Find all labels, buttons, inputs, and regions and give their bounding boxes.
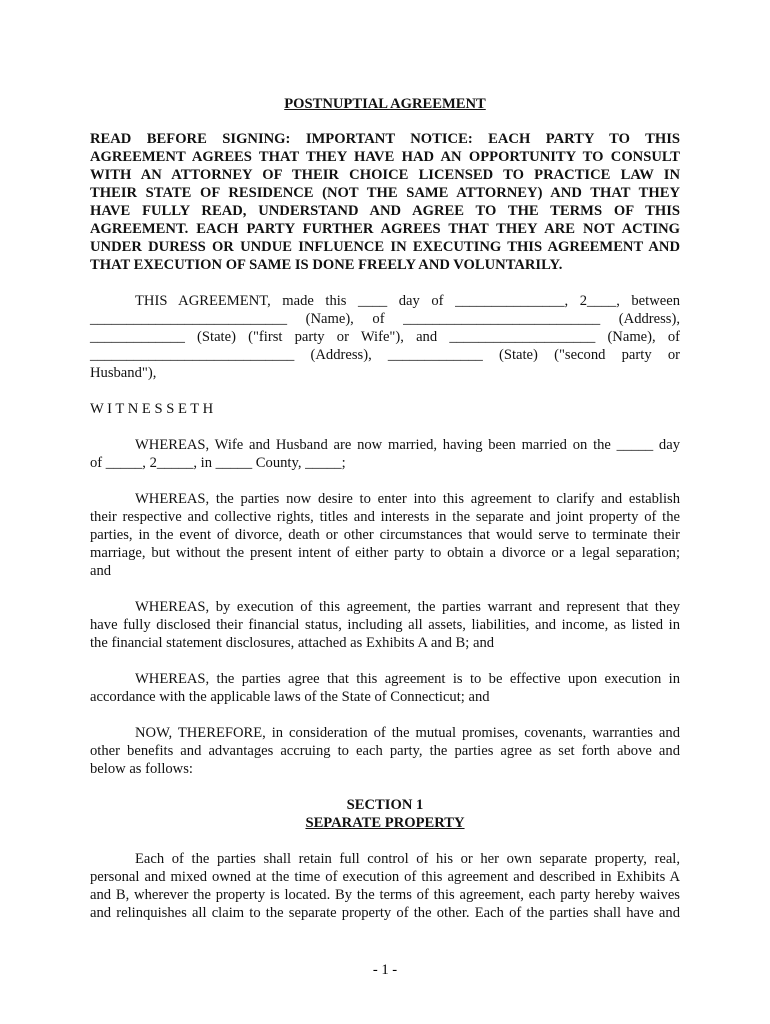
section-title: SEPARATE PROPERTY bbox=[305, 815, 465, 831]
notice-line: AGREEMENT AGREES THAT THEY HAVE HAD AN OPPORTUNITY TO CONSULT bbox=[90, 149, 680, 165]
important-notice bbox=[90, 130, 680, 274]
paragraph-line: other benefits and advantages accruing to each party, the parties agree as set forth above and bbox=[90, 743, 680, 759]
paragraph-line: of _____, 2_____, in _____ County, _____; bbox=[90, 455, 346, 471]
notice-line: AGREEMENT. EACH PARTY FURTHER AGREES THAT THEY ARE NOT ACTING bbox=[90, 221, 680, 237]
paragraph-line: accordance with the applicable laws of the State of Connecticut; and bbox=[90, 689, 490, 705]
whereas-paragraph-4 bbox=[90, 670, 680, 706]
whereas-paragraph-3 bbox=[90, 598, 680, 652]
paragraph-line: their respective and collective rights, titles and interests in the separate and joint property of the bbox=[90, 509, 680, 525]
paragraph-line: parties, in the event of divorce, death or other circumstances that would serve to terminate their bbox=[90, 527, 680, 543]
agreement-line: ____________________________ (Address), _____________ (State) ("second party or bbox=[90, 347, 680, 363]
whereas-paragraph-2 bbox=[90, 490, 680, 580]
paragraph-line: below as follows: bbox=[90, 761, 193, 777]
notice-line: WITH AN ATTORNEY OF THEIR CHOICE LICENSED TO PRACTICE LAW IN bbox=[90, 167, 680, 183]
agreement-line: ___________________________ (Name), of ___________________________ (Address), bbox=[90, 311, 680, 327]
paragraph-line: and B, wherever the property is located. By the terms of this agreement, each party hereby waives bbox=[90, 887, 680, 903]
notice-line: THAT EXECUTION OF SAME IS DONE FREELY AND VOLUNTARILY. bbox=[90, 257, 563, 273]
paragraph-line: have fully disclosed their financial status, including all assets, liabilities, and income, as listed in bbox=[90, 617, 680, 633]
notice-line: READ BEFORE SIGNING: IMPORTANT NOTICE: EACH PARTY TO THIS bbox=[90, 131, 680, 147]
notice-line: THEIR STATE OF RESIDENCE (NOT THE SAME ATTORNEY) AND THAT THEY bbox=[90, 185, 680, 201]
agreement-line: _____________ (State) ("first party or Wife"), and ____________________ (Name), of bbox=[90, 329, 680, 345]
notice-line: UNDER DURESS OR UNDUE INFLUENCE IN EXECUTING THIS AGREEMENT AND bbox=[90, 239, 680, 255]
paragraph-line: the financial statement disclosures, attached as Exhibits A and B; and bbox=[90, 635, 495, 651]
paragraph-line: personal and mixed owned at the time of execution of this agreement and described in Exhibits A bbox=[90, 869, 680, 885]
paragraph-line: WHEREAS, Wife and Husband are now married, having been married on the _____ day bbox=[135, 437, 680, 453]
page-number: - 1 - bbox=[372, 962, 398, 978]
paragraph-line: marriage, but without the present intent of either party to obtain a divorce or a legal separation; bbox=[90, 545, 680, 561]
paragraph-line: and bbox=[90, 563, 112, 579]
notice-line: HAVE FULLY READ, UNDERSTAND AND AGREE TO THE TERMS OF THIS bbox=[90, 203, 680, 219]
paragraph-line: Each of the parties shall retain full control of his or her own separate property, real, bbox=[135, 851, 680, 867]
section-number: SECTION 1 bbox=[346, 797, 424, 813]
agreement-line: THIS AGREEMENT, made this ____ day of _______________, 2____, between bbox=[135, 293, 680, 309]
now-therefore-paragraph bbox=[90, 724, 680, 778]
paragraph-line: and relinquishes all claim to the separate property of the other. Each of the parties shall have and bbox=[90, 905, 680, 921]
section-1-paragraph bbox=[90, 850, 680, 922]
paragraph-line: WHEREAS, the parties agree that this agreement is to be effective upon execution in bbox=[135, 671, 680, 687]
document-title: POSTNUPTIAL AGREEMENT bbox=[284, 96, 486, 112]
paragraph-line: WHEREAS, by execution of this agreement, the parties warrant and represent that they bbox=[135, 599, 680, 615]
paragraph-line: WHEREAS, the parties now desire to enter into this agreement to clarify and establish bbox=[135, 491, 680, 507]
witnesseth-heading: W I T N E S S E T H bbox=[90, 401, 214, 417]
agreement-paragraph bbox=[90, 292, 680, 382]
paragraph-line: NOW, THEREFORE, in consideration of the mutual promises, covenants, warranties and bbox=[135, 725, 680, 741]
whereas-paragraph-1 bbox=[90, 436, 680, 472]
agreement-line: Husband"), bbox=[90, 365, 157, 381]
